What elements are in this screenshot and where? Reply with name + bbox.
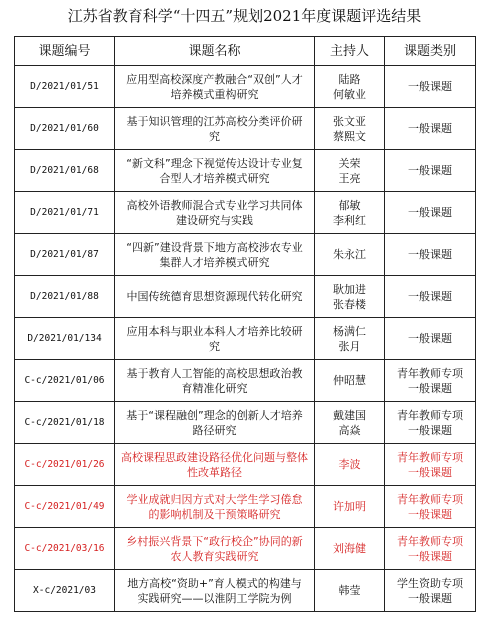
host-line: 耿加进 [333, 282, 366, 296]
cell-name [115, 150, 315, 192]
header-code: 课题编号 [15, 37, 115, 66]
host-line: 陆路 [338, 72, 361, 86]
cell-name [115, 318, 315, 360]
cat-line: 一般课题 [408, 248, 452, 261]
name-line: 培养模式重构研究 [170, 87, 259, 101]
table-row [15, 276, 476, 318]
cell-host [315, 486, 385, 528]
cat-line: 一般课题 [408, 122, 452, 135]
cell-cat [385, 570, 476, 612]
cell-host [315, 570, 385, 612]
cell-name [115, 234, 315, 276]
cell-code: D/2021/01/88 [15, 276, 115, 318]
host-line: 郁敏 [338, 198, 361, 212]
name-line: 集群人才培养模式研究 [159, 255, 270, 269]
table-row [15, 402, 476, 444]
name-line: “新文科”理念下视觉传达设计专业复 [126, 156, 303, 170]
cat-line: 青年教师专项 [397, 492, 463, 506]
cat-line: 青年教师专项 [397, 450, 463, 464]
host-line: 蔡熙文 [333, 129, 366, 143]
host-line: 张月 [338, 339, 361, 353]
cat-line: 学生资助专项 [397, 576, 463, 590]
table-header-row [15, 37, 476, 66]
name-line: 性改革路径 [187, 465, 242, 479]
name-line: 基于“课程融创”理念的创新人才培养 [126, 408, 303, 422]
cat-line: 一般课题 [408, 549, 452, 563]
cell-cat [385, 528, 476, 570]
table-row [15, 486, 476, 528]
table-row [15, 360, 476, 402]
name-line: 地方高校“资助+”育人模式的构建与 [127, 576, 302, 590]
cell-host [315, 444, 385, 486]
cell-cat [385, 108, 476, 150]
name-line: 乡村振兴背景下“政行校企”协同的新 [126, 534, 303, 548]
name-line: “四新”建设背景下地方高校涉农专业 [126, 240, 303, 254]
name-line: 实践研究——以淮阴工学院为例 [137, 591, 292, 605]
cell-code: C-c/2021/01/06 [15, 360, 115, 402]
cell-code: C-c/2021/01/18 [15, 402, 115, 444]
cat-line: 青年教师专项 [397, 534, 463, 548]
host-line: 高焱 [338, 423, 361, 437]
cell-cat [385, 234, 476, 276]
cell-cat [385, 150, 476, 192]
name-line: 学业成就归因方式对大学生学习倦怠 [126, 492, 303, 506]
cell-host [315, 528, 385, 570]
cat-line: 一般课题 [408, 423, 452, 437]
cell-cat [385, 444, 476, 486]
cell-code: D/2021/01/134 [15, 318, 115, 360]
name-line: 应用型高校深度产教融合“双创”人才 [126, 72, 303, 86]
cell-name [115, 444, 315, 486]
cell-code: D/2021/01/87 [15, 234, 115, 276]
cat-line: 一般课题 [408, 591, 452, 605]
name-line: 路径研究 [192, 423, 237, 437]
header-name: 课题名称 [115, 37, 315, 66]
cell-host [315, 108, 385, 150]
table-row [15, 444, 476, 486]
cell-host [315, 360, 385, 402]
cell-code: D/2021/01/68 [15, 150, 115, 192]
cell-code: D/2021/01/51 [15, 66, 115, 108]
cell-name [115, 276, 315, 318]
cell-name [115, 108, 315, 150]
table-row [15, 150, 476, 192]
cat-line: 青年教师专项 [397, 366, 463, 380]
cell-name [115, 486, 315, 528]
name-line: 高校课程思政建设路径优化问题与整体 [121, 450, 308, 464]
name-line: 基于教育人工智能的高校思想政治教 [126, 366, 303, 380]
cell-code: C-c/2021/03/16 [15, 528, 115, 570]
host-line: 朱永江 [333, 248, 366, 261]
cell-code: D/2021/01/71 [15, 192, 115, 234]
cell-code: D/2021/01/60 [15, 108, 115, 150]
cell-cat [385, 486, 476, 528]
results-table [14, 36, 476, 612]
name-line: 基于知识管理的江苏高校分类评价研 [126, 114, 303, 128]
host-line: 李波 [338, 458, 361, 471]
table-row [15, 192, 476, 234]
cat-line: 一般课题 [408, 465, 452, 479]
cell-name [115, 192, 315, 234]
cell-cat [385, 66, 476, 108]
name-line: 农人教育实践研究 [170, 549, 259, 563]
cat-line: 一般课题 [408, 332, 452, 345]
cell-name [115, 570, 315, 612]
cat-line: 一般课题 [408, 290, 452, 303]
name-line: 究 [209, 129, 220, 143]
host-line: 张文亚 [333, 114, 366, 128]
header-host: 主持人 [315, 37, 385, 66]
cat-line: 青年教师专项 [397, 408, 463, 422]
host-line: 韩莹 [338, 584, 361, 597]
host-line: 许加明 [333, 500, 366, 513]
cell-host [315, 402, 385, 444]
cat-line: 一般课题 [408, 164, 452, 177]
name-line: 中国传统德育思想资源现代转化研究 [126, 290, 303, 303]
document-title: 江苏省教育科学“十四五”规划2021年度课题评选结果 [67, 7, 422, 25]
host-line: 王亮 [338, 171, 361, 185]
cat-line: 一般课题 [408, 80, 452, 93]
name-line: 合型人才培养模式研究 [159, 171, 270, 185]
table-row [15, 234, 476, 276]
cell-host [315, 150, 385, 192]
cat-line: 一般课题 [408, 507, 452, 521]
cell-cat [385, 360, 476, 402]
name-line: 建设研究与实践 [176, 213, 253, 227]
table-row [15, 570, 476, 612]
cell-cat [385, 276, 476, 318]
name-line: 高校外语教师混合式专业学习共同体 [126, 198, 303, 212]
cell-name [115, 402, 315, 444]
cell-cat [385, 402, 476, 444]
cell-cat [385, 192, 476, 234]
header-category: 课题类别 [385, 37, 476, 66]
host-line: 戴建国 [333, 408, 366, 422]
cell-host [315, 192, 385, 234]
cell-code: C-c/2021/01/26 [15, 444, 115, 486]
table-row [15, 318, 476, 360]
host-line: 张春楼 [333, 297, 366, 311]
cell-code: C-c/2021/01/49 [15, 486, 115, 528]
host-line: 李利红 [333, 213, 366, 227]
cell-host [315, 318, 385, 360]
host-line: 何敏业 [333, 87, 366, 101]
host-line: 仲昭慧 [333, 374, 366, 387]
cell-host [315, 276, 385, 318]
table-row [15, 528, 476, 570]
cell-host [315, 234, 385, 276]
host-line: 刘海健 [333, 542, 366, 555]
cell-host [315, 66, 385, 108]
host-line: 杨满仁 [333, 324, 366, 338]
cell-code: X-c/2021/03 [15, 570, 115, 612]
name-line: 究 [209, 339, 220, 353]
name-line: 应用本科与职业本科人才培养比较研 [126, 324, 303, 338]
cell-cat [385, 318, 476, 360]
cat-line: 一般课题 [408, 381, 452, 395]
cat-line: 一般课题 [408, 206, 452, 219]
cell-name [115, 66, 315, 108]
name-line: 的影响机制及干预策略研究 [148, 507, 281, 521]
table-row [15, 66, 476, 108]
host-line: 关荣 [338, 156, 361, 170]
name-line: 育精准化研究 [181, 381, 248, 395]
cell-name [115, 528, 315, 570]
table-row [15, 108, 476, 150]
cell-name [115, 360, 315, 402]
table-body [15, 66, 476, 612]
